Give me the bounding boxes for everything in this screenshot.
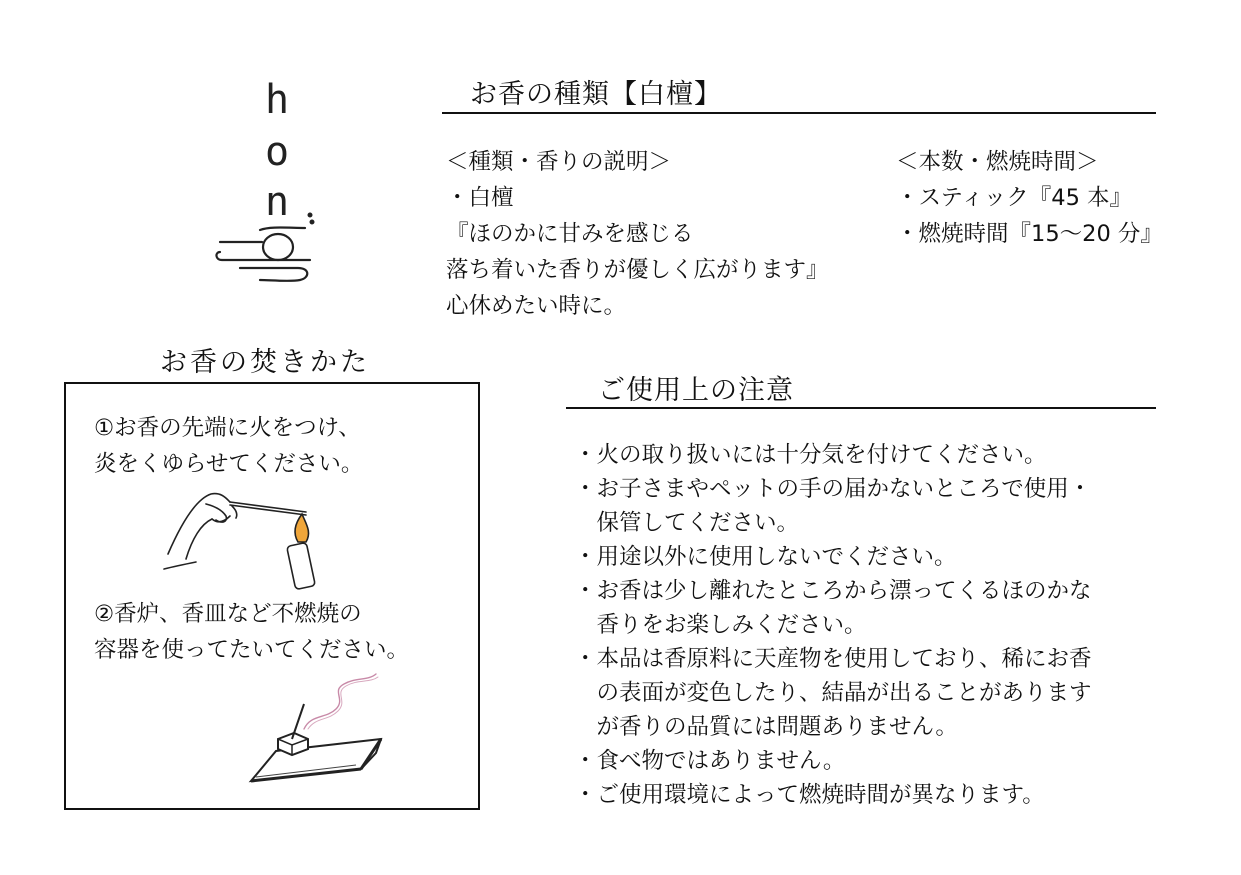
incense-holder-illustration <box>236 669 416 789</box>
note-item: 香りをお楽しみください。 <box>574 612 867 638</box>
lighting-incense-illustration <box>156 484 356 594</box>
notes-title: ご使用上の注意 <box>598 375 794 406</box>
howto-title: お香の焚きかた <box>160 347 370 378</box>
note-item: ・食べ物ではありません。 <box>574 748 846 774</box>
notes-title-rule <box>566 407 1156 409</box>
note-item: ・火の取り扱いには十分気を付けてください。 <box>574 442 1047 468</box>
note-item: ・ご使用環境によって燃焼時間が異なります。 <box>574 782 1045 808</box>
description-line: 『ほのかに甘みを感じる <box>446 221 694 247</box>
description-header: ＜種類・香りの説明＞ <box>446 149 672 175</box>
logo-letter-n: n <box>265 179 290 225</box>
logo-letter-h: h <box>265 77 290 123</box>
howto-step-2-line: 容器を使ってたいてください。 <box>94 637 410 663</box>
description-line: 落ち着いた香りが優しく広がります』 <box>446 257 829 283</box>
description-line: ・白檀 <box>446 185 514 211</box>
stick-count: ・スティック『45 本』 <box>896 185 1133 211</box>
note-item: の表面が変色したり、結晶が出ることがあります <box>574 680 1092 706</box>
note-item: が香りの品質には問題ありません。 <box>574 714 958 740</box>
note-item: ・お子さまやペットの手の届かないところで使用・ <box>574 476 1092 502</box>
product-title: お香の種類【白檀】 <box>470 79 722 110</box>
note-item: 保管してください。 <box>574 510 800 536</box>
logo-letter-o: o <box>265 129 290 175</box>
howto-step-2 <box>94 596 409 668</box>
product-title-rule <box>442 112 1156 114</box>
burn-time: ・燃焼時間『15〜20 分』 <box>896 221 1163 247</box>
howto-step-2-line: ②香炉、香皿など不燃焼の <box>94 601 362 627</box>
brand-logo <box>210 70 330 300</box>
description-block <box>446 144 829 324</box>
count-block <box>896 144 1163 252</box>
description-line: 心休めたい時に。 <box>446 293 627 319</box>
note-item: ・用途以外に使用しないでください。 <box>574 544 957 570</box>
howto-step-1-line: ①お香の先端に火をつけ、 <box>94 415 361 441</box>
notes-list <box>574 438 1092 812</box>
howto-box <box>64 382 480 810</box>
note-item: ・本品は香原料に天産物を使用しており、稀にお香 <box>574 646 1092 672</box>
count-header: ＜本数・燃焼時間＞ <box>896 149 1099 175</box>
howto-step-1-line: 炎をくゆらせてください。 <box>94 451 364 477</box>
note-item: ・お香は少し離れたところから漂ってくるほのかな <box>574 578 1092 604</box>
logo-smoke-mark <box>210 200 330 295</box>
howto-step-1 <box>94 410 363 482</box>
